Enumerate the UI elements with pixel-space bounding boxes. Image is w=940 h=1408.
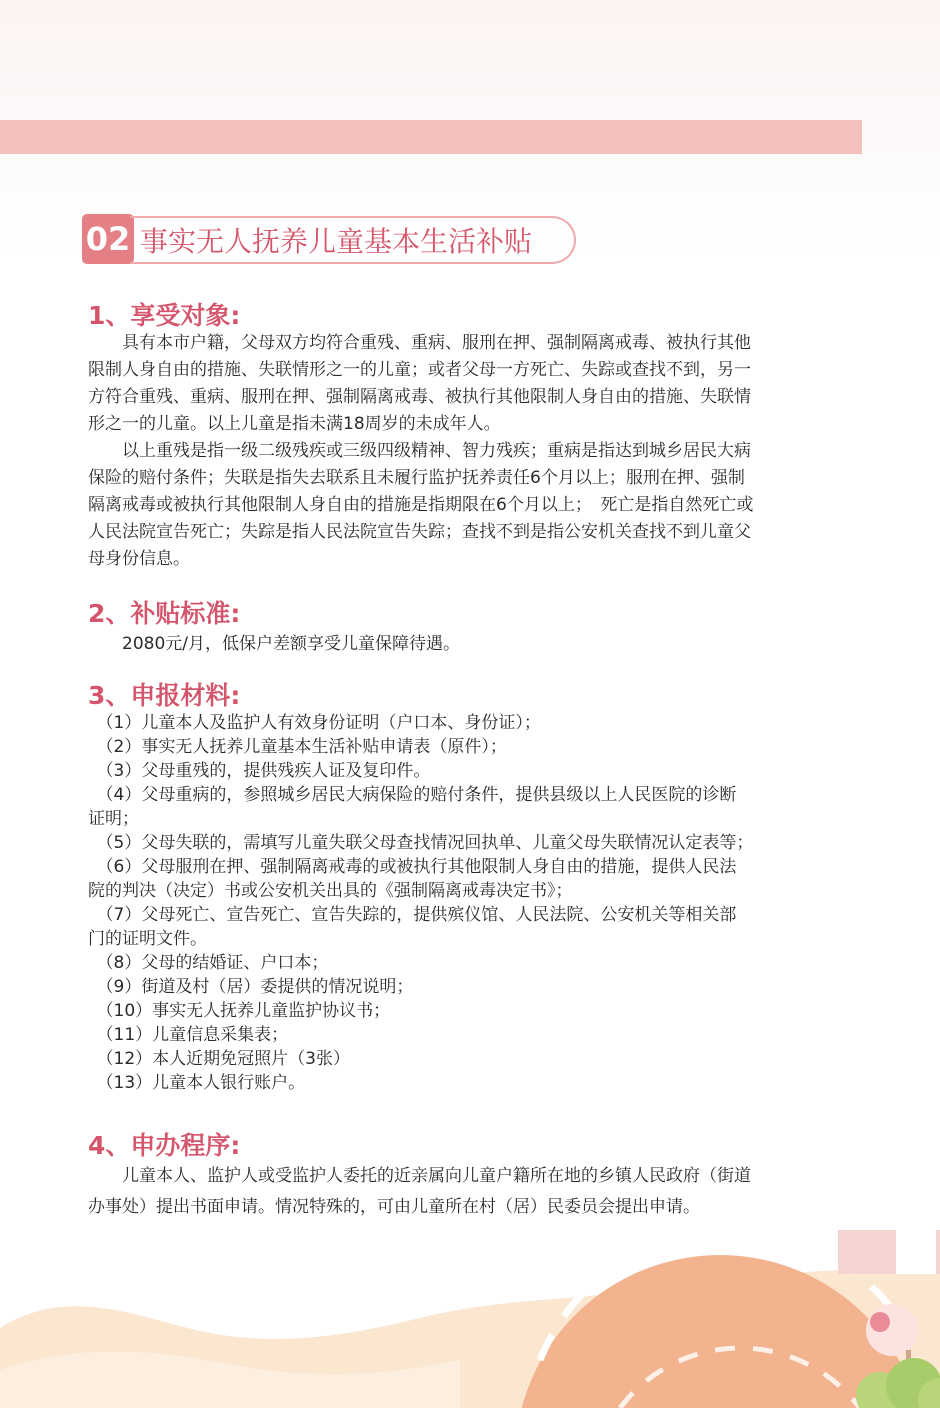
list-item: （5）父母失联的，需填写儿童失联父母查找情况回执单、儿童父母失联情况认定表等；	[88, 833, 754, 853]
text-line: 母身份信息。	[88, 549, 190, 569]
list-item: （3）父母重残的，提供残疾人证及复印件。	[88, 761, 431, 781]
text-line: 人民法院宣告死亡；失踪是指人民法院宣告失踪；查找不到是指公安机关查找不到儿童父	[88, 522, 751, 542]
landscape-illustration	[0, 1230, 940, 1408]
list-item: （6）父母服刑在押、强制隔离戒毒的或被执行其他限制人身自由的措施，提供人民法	[88, 857, 737, 877]
text-line: 限制人身自由的措施、失联情形之一的儿童；或者父母一方死亡、失踪或查找不到，另一	[88, 360, 751, 380]
list-item: 门的证明文件。	[88, 929, 207, 949]
list-item: （4）父母重病的，参照城乡居民大病保险的赔付条件，提供县级以上人民医院的诊断	[88, 785, 737, 805]
eligibility-paragraph-2	[88, 438, 868, 573]
list-item: 院的判决（决定）书或公安机关出具的《强制隔离戒毒决定书》；	[88, 881, 573, 901]
text-line: 办事处）提出书面申请。情况特殊的，可由儿童所在村（居）民委员会提出申请。	[88, 1197, 700, 1217]
list-item: （1）儿童本人及监护人有效身份证明（户口本、身份证）；	[88, 713, 541, 733]
heading-subsidy-standard: 2、补贴标准:	[88, 599, 241, 628]
list-item: （2）事实无人抚养儿童基本生活补贴申请表（原件）；	[88, 737, 507, 757]
list-item: 证明；	[88, 809, 139, 829]
heading-eligibility: 1、享受对象:	[88, 301, 241, 330]
procedure-paragraph	[88, 1163, 868, 1221]
section-number-badge: 02	[82, 214, 134, 264]
list-item: （8）父母的结婚证、户口本；	[88, 953, 329, 973]
list-item: （9）街道及村（居）委提供的情况说明；	[88, 977, 414, 997]
list-item: （7）父母死亡、宣告死亡、宣告失踪的，提供殡仪馆、人民法院、公安机关等相关部	[88, 905, 737, 925]
list-item: （10）事实无人抚养儿童监护协议书；	[88, 1001, 391, 1021]
text-line: 儿童本人、监护人或受监护人委托的近亲属向儿童户籍所在地的乡镇人民政府（街道	[88, 1166, 751, 1186]
text-line: 以上重残是指一级二级残疾或三级四级精神、智力残疾；重病是指达到城乡居民大病	[88, 441, 751, 461]
list-item: （13）儿童本人银行账户。	[88, 1073, 306, 1093]
heading-materials: 3、申报材料:	[88, 681, 241, 710]
text-line: 隔离戒毒或被执行其他限制人身自由的措施是指期限在6个月以上； 死亡是指自然死亡或	[88, 495, 754, 515]
text-line: 形之一的儿童。以上儿童是指未满18周岁的未成年人。	[88, 414, 501, 434]
subsidy-standard-text	[88, 631, 868, 658]
house-icon	[826, 1230, 940, 1274]
text-line: 保险的赔付条件；失联是指失去联系且未履行监护抚养责任6个月以上；服刑在押、强制	[88, 468, 745, 488]
section-title-text: 事实无人抚养儿童基本生活补贴	[140, 225, 533, 258]
header-band	[0, 120, 862, 154]
text-line: 方符合重残、重病、服刑在押、强制隔离戒毒、被执行其他限制人身自由的措施、失联情	[88, 387, 751, 407]
list-item: （11）儿童信息采集表；	[88, 1025, 289, 1045]
eligibility-paragraph-1	[88, 330, 868, 438]
materials-list	[88, 711, 878, 1095]
heading-procedure: 4、申办程序:	[88, 1131, 241, 1160]
text-line: 2080元/月，低保户差额享受儿童保障待遇。	[88, 634, 460, 654]
list-item: （12）本人近期免冠照片（3张）	[88, 1049, 350, 1069]
section-title	[82, 214, 578, 264]
text-line: 具有本市户籍，父母双方均符合重残、重病、服刑在押、强制隔离戒毒、被执行其他	[88, 333, 751, 353]
